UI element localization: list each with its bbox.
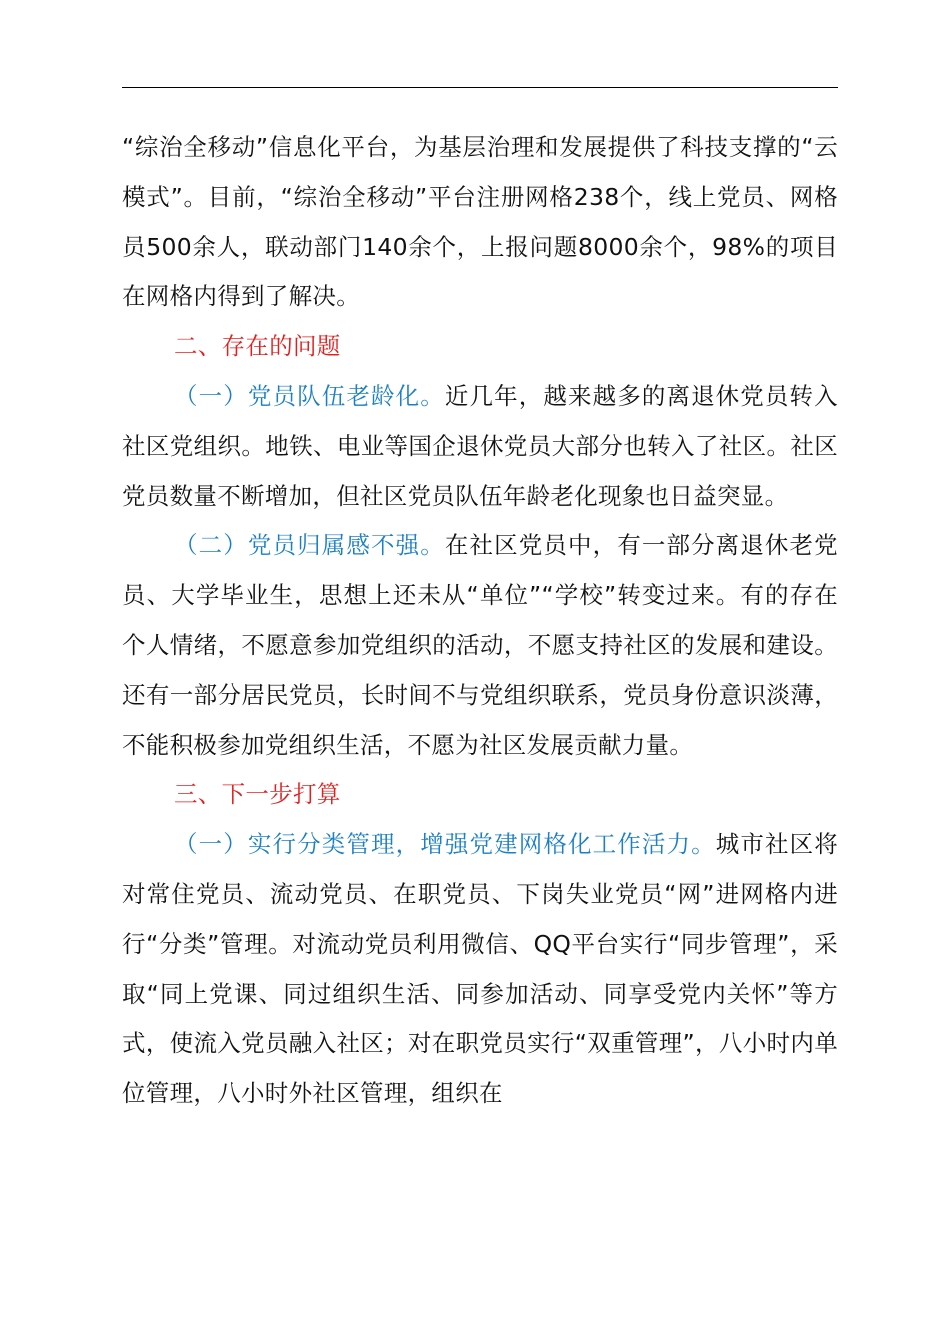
paragraph-text: “综治全移动”信息化平台，为基层治理和发展提供了科技支撑的“云模式”。目前，“综治全移动”平台注册网格238个，线上党员、网格员500余人，联动部门140余个，上报问题8000余个，98%的项目在网格内得到了解决。	[122, 133, 838, 311]
section-heading-existing-problems	[122, 322, 838, 372]
section-heading-next-steps	[122, 770, 838, 820]
item-lead-classified: （一）实行分类管理，增强党建网格化工作活力。	[174, 830, 716, 859]
paragraph-weak-belonging	[122, 521, 838, 770]
item-text-belonging: 在社区党员中，有一部分离退休老党员、大学毕业生，思想上还未从“单位”“学校”转变过来。有的存在个人情绪，不愿意参加党组织的活动，不愿支持社区的发展和建设。还有一部分居民党员，长时间不与党组织联系，党员身份意识淡薄，不能积极参加党组织生活，不愿为社区发展贡献力量。	[122, 531, 838, 759]
paragraph-aging-members	[122, 372, 838, 521]
item-lead-belonging: （二）党员归属感不强。	[174, 531, 445, 560]
paragraph-classified-management	[122, 820, 838, 1119]
item-lead-aging: （一）党员队伍老龄化。	[174, 381, 445, 410]
header-rule	[122, 87, 838, 88]
document-body	[122, 123, 838, 1119]
paragraph-platform-summary	[122, 123, 838, 322]
section-heading-text: 二、存在的问题	[174, 332, 341, 361]
item-text-aging: 近几年，越来越多的离退休党员转入社区党组织。地铁、电业等国企退休党员大部分也转入了社区。社区党员数量不断增加，但社区党员队伍年龄老化现象也日益突显。	[122, 381, 838, 510]
section-heading-text: 三、下一步打算	[174, 780, 341, 809]
item-text-classified: 城市社区将对常住党员、流动党员、在职党员、下岗失业党员“网”进网格内进行“分类”管理。对流动党员利用微信、QQ平台实行“同步管理”，采取“同上党课、同过组织生活、同参加活动、同享受党内关怀”等方式，使流入党员融入社区；对在职党员实行“双重管理”，八小时内单位管理，八小时外社区管理，组织在	[122, 830, 838, 1108]
